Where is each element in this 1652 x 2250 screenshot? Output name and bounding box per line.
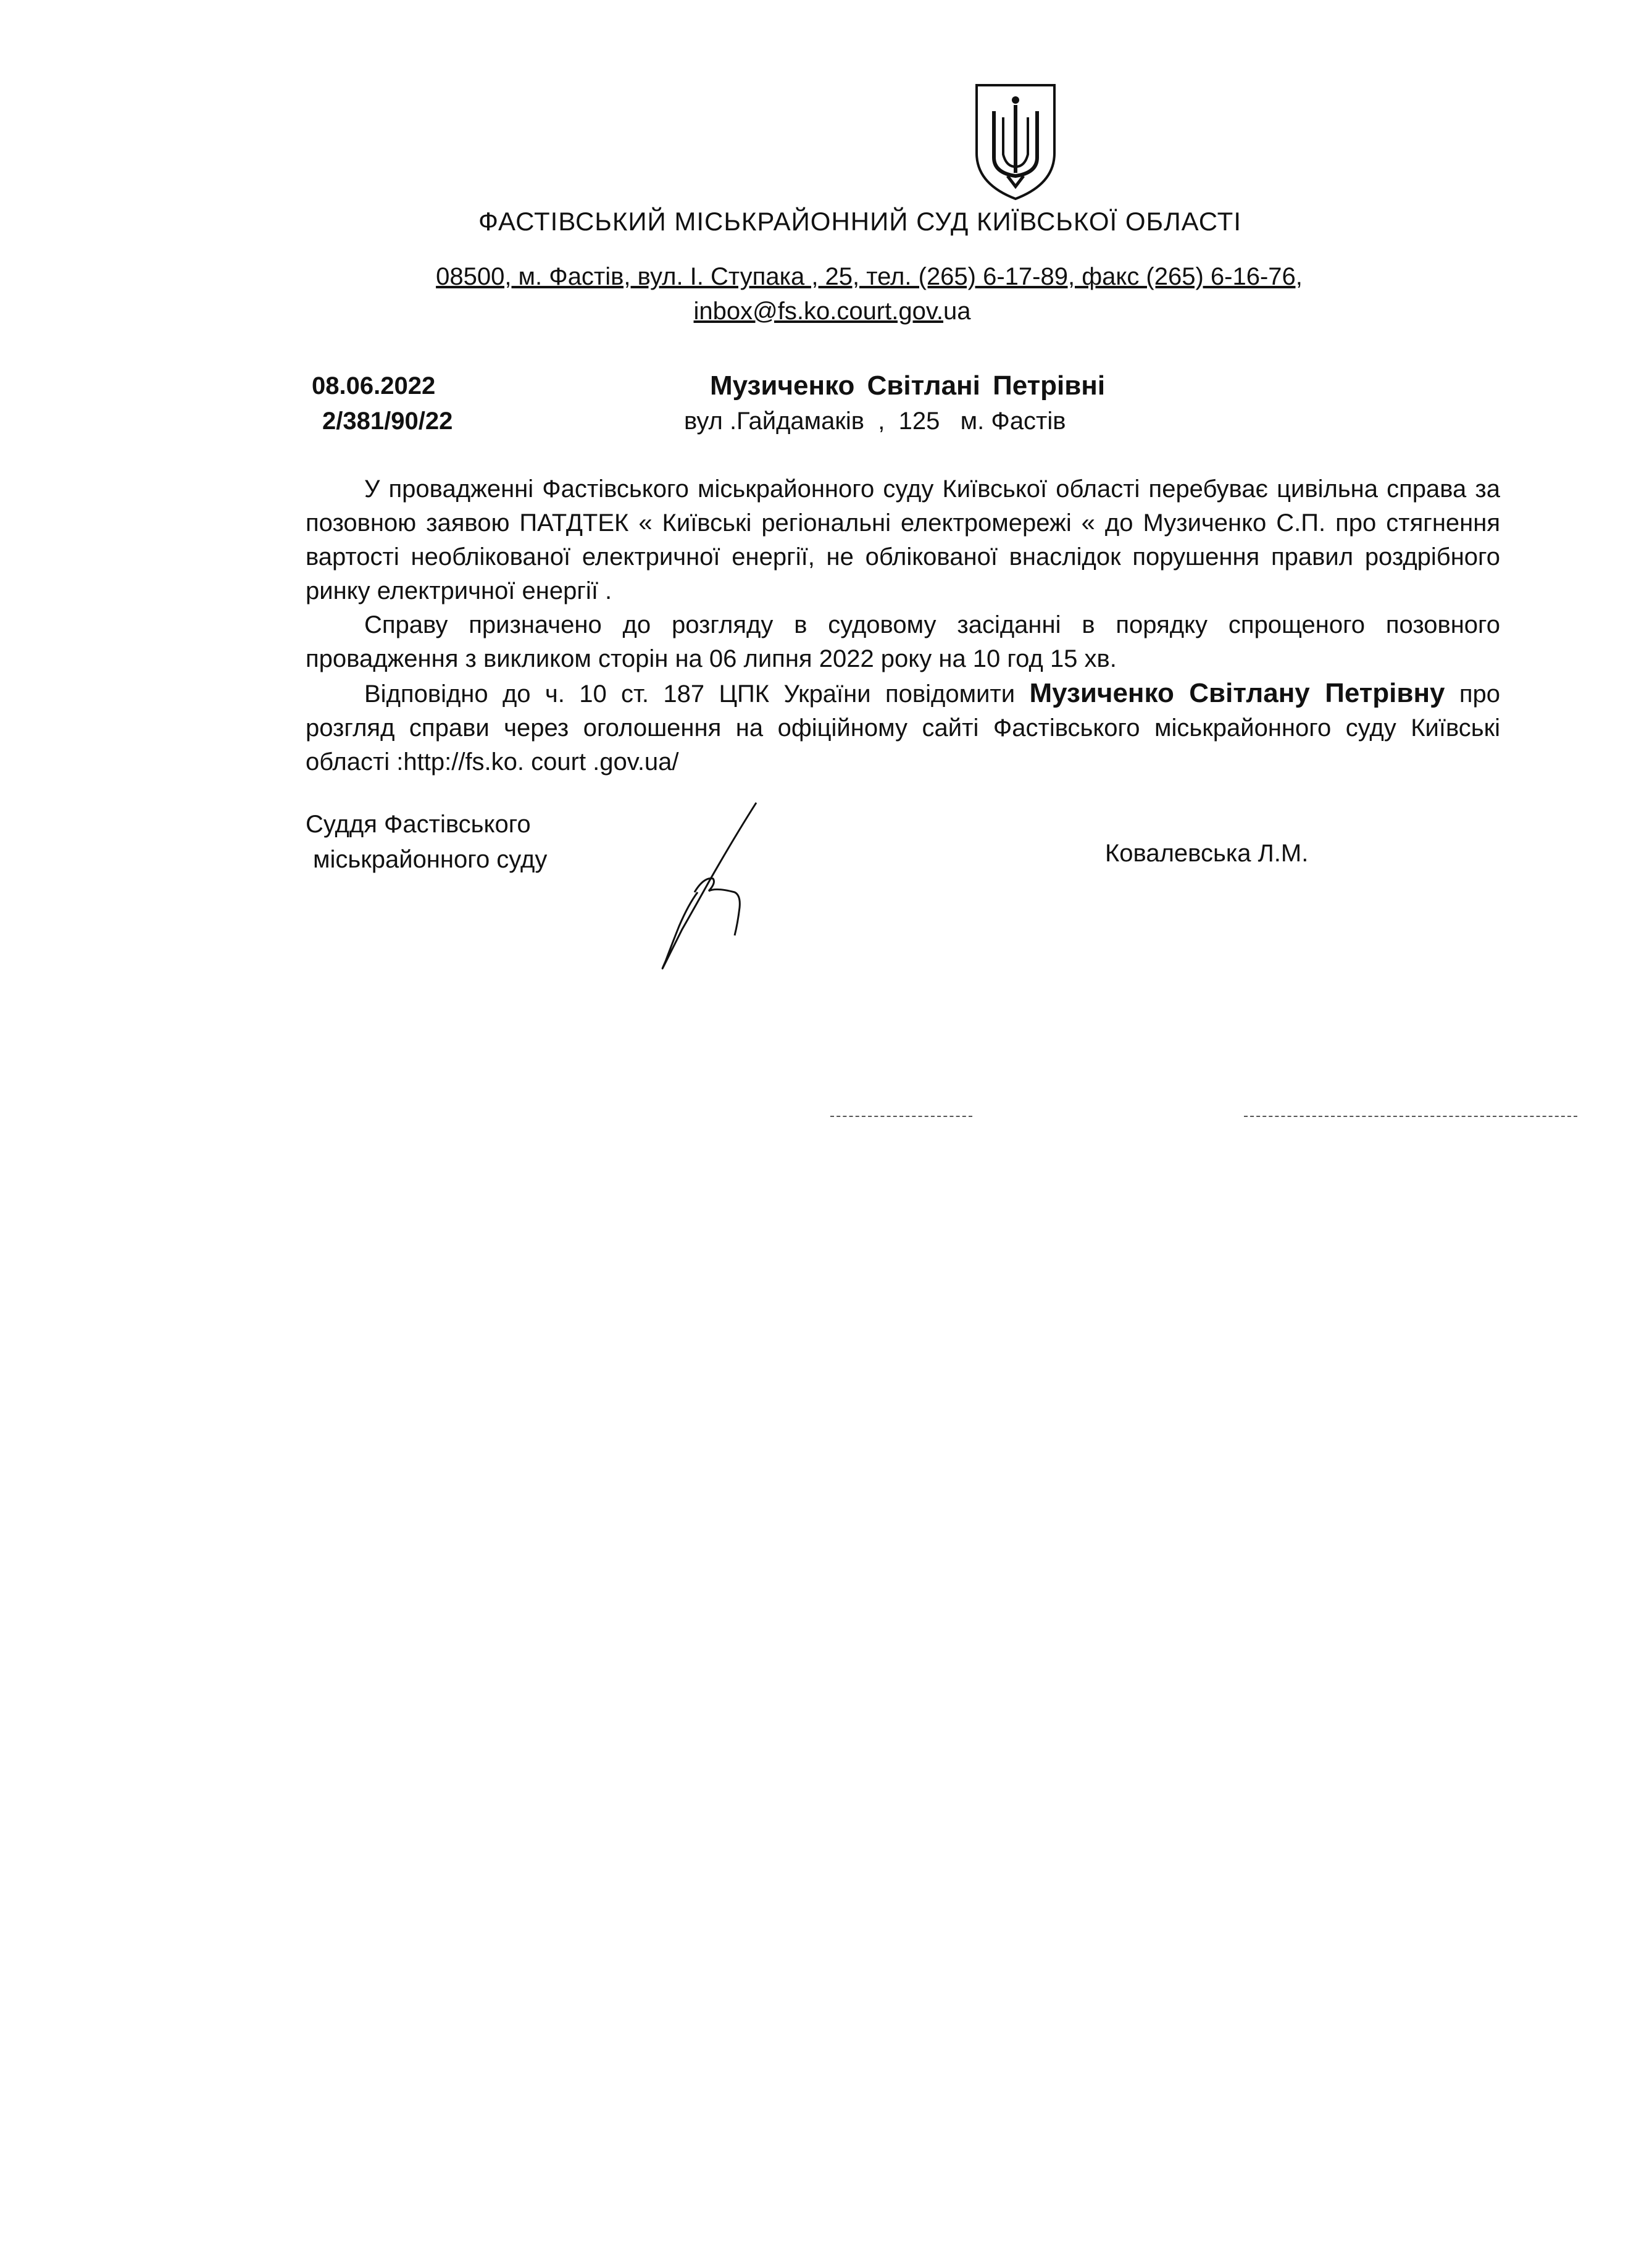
court-contacts [0, 259, 1652, 328]
recipient-name: Музиченко Світлані Петрівні [710, 370, 1106, 401]
document-date: 08.06.2022 [312, 372, 436, 399]
divider-line-2 [1244, 1116, 1577, 1117]
notice-p3-end: про розгляд справи через оголошення на офіційному сайті Фастівського міськрайонного суду Київські області :http://fs.ko. court .gov.ua/ [306, 680, 1501, 776]
notice-body [306, 472, 1500, 779]
court-email-tail: ua [943, 298, 971, 325]
notice-p3-start: Відповідно до ч. 10 ст. 187 ЦПК України повідомити [364, 680, 1016, 708]
signer-name: Ковалевська Л.М. [1105, 840, 1309, 867]
coat-of-arms-emblem [969, 80, 1062, 204]
recipient-address: вул .Гайдамаків , 125 м. Фастів [684, 408, 1066, 435]
notice-paragraph-2: Справу призначено до розгляду в судовому засіданні в порядку спрощеного позовного провадження з викликом сторін на 06 липня 2022 року на 10 год 15 хв. [306, 611, 1500, 672]
notice-paragraph-1: У провадженні Фастівського міськрайонного суду Київської області перебуває цивільна справа за позовною заявою ПАТДТЕК « Київські регіональні електромережі « до Музиченко С.П. про стягнення вартості необлікованої електричної енергії, не облікованої внаслідок порушення правил роздрібного ринку електричної енергії . [306, 475, 1500, 604]
court-name: ФАСТІВСЬКИЙ МІСЬКРАЙОННИЙ СУД КИЇВСЬКОЇ ОБЛАСТІ [478, 207, 1241, 236]
court-email-underlined: inbox@fs.ko.court.gov. [693, 298, 943, 325]
notice-p3-defendant: Музиченко Світлану Петрівну [1029, 678, 1445, 708]
court-address: 08500, м. Фастів, вул. І. Ступака , 25, тел. (265) 6-17-89, факс (265) 6-16-76, [436, 263, 1303, 290]
court-title [0, 207, 1652, 236]
case-reference: 2/381/90/22 [322, 408, 453, 435]
signer-title-line-1: Суддя Фастівського [306, 811, 531, 838]
court-email [682, 294, 971, 328]
handwritten-signature [636, 800, 772, 972]
signer-title [306, 807, 547, 877]
notice-paragraph-3 [306, 676, 1500, 779]
divider-line-1 [830, 1116, 972, 1117]
signer-title-line-2: міськрайонного суду [313, 846, 548, 873]
